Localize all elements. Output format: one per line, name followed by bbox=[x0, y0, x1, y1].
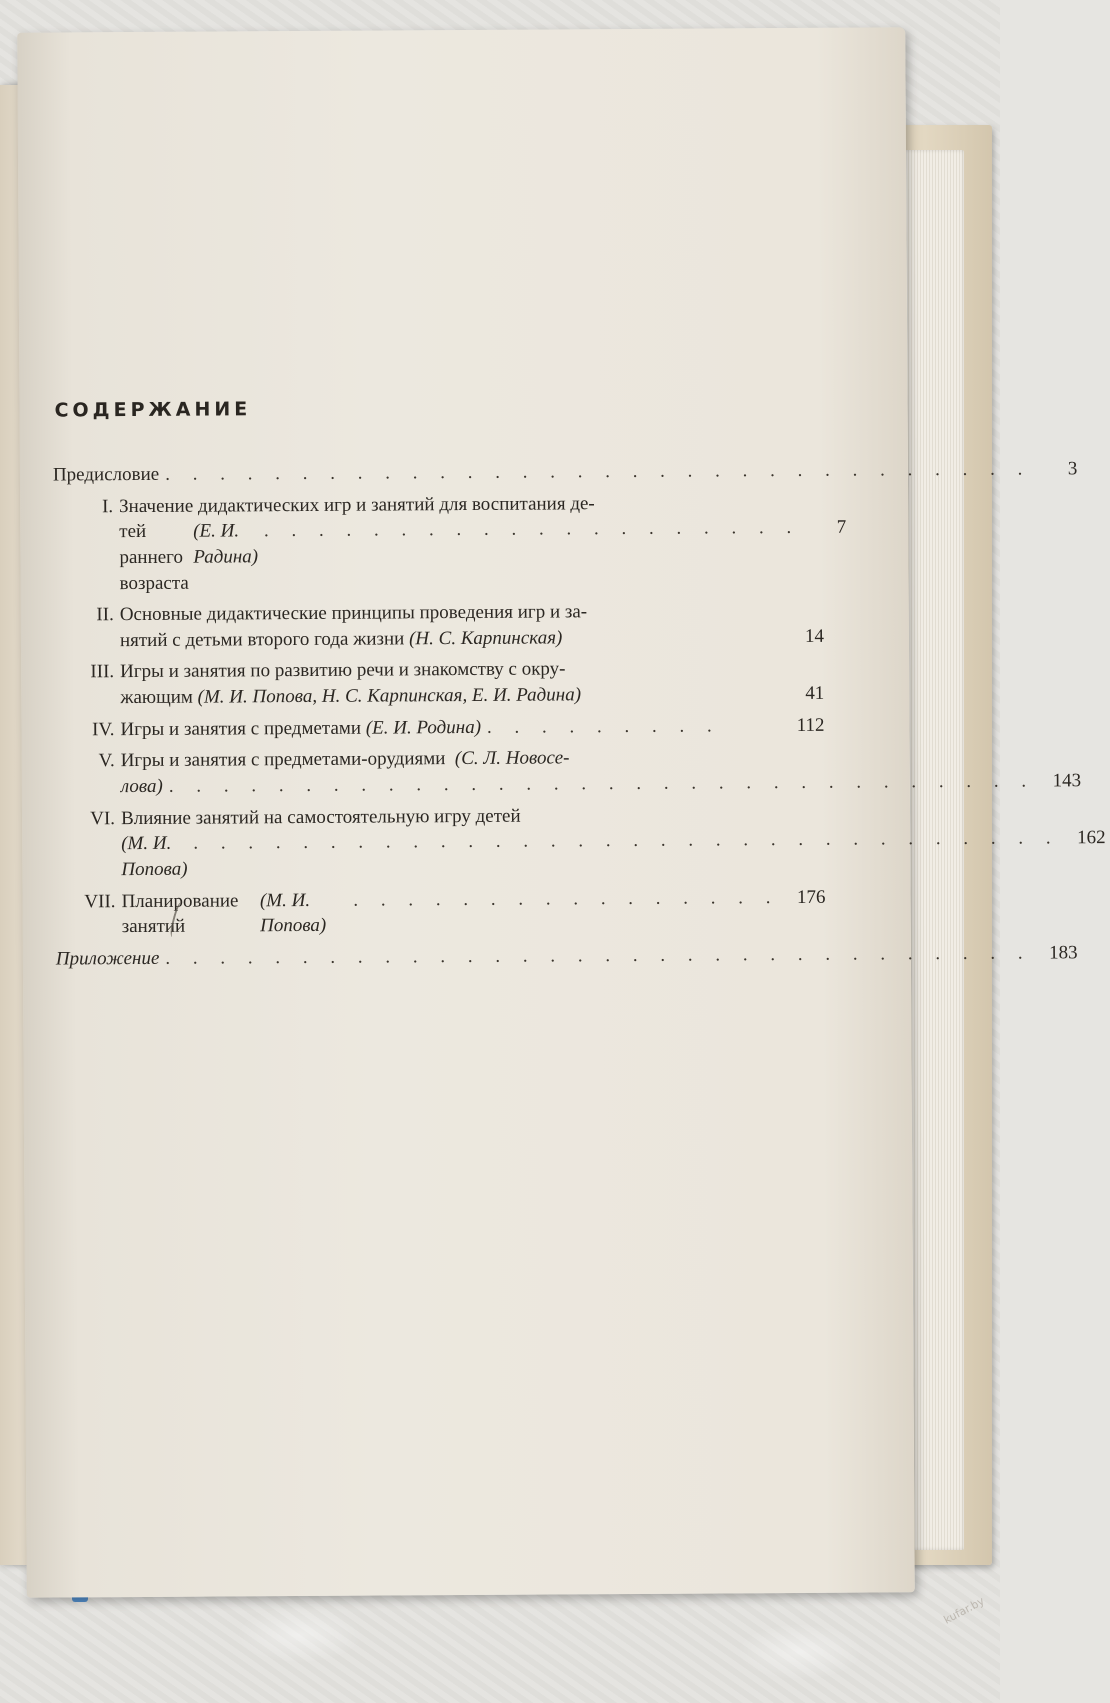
toc-entry-1 bbox=[53, 489, 847, 596]
table-of-contents bbox=[52, 458, 1106, 978]
entry-title-cont: жающим bbox=[120, 686, 193, 709]
entry-number: VII. bbox=[84, 890, 116, 912]
leader-dots: . . . . . . . . . . . . . . . . . . . . bbox=[263, 517, 801, 542]
entry-number: III. bbox=[90, 661, 115, 683]
leader-dots: . . . . . . . . . . . . . . . . . . . . . . . . . . . . . . . . bbox=[168, 770, 1036, 797]
entry-title: Игры и занятия с предметами bbox=[120, 717, 362, 740]
entry-title: Основные дидактические принципы проведения игр и за- bbox=[119, 601, 588, 626]
entry-author: (Н. С. Карпинская) bbox=[408, 627, 563, 650]
toc-entry-appendix bbox=[55, 942, 1078, 972]
entry-title: Влияние занятий на самостоятельную игру детей bbox=[120, 805, 521, 829]
leader-dots: . . . . . . . . . . . . . . . . . . . . . . . . . . . . . . . . bbox=[165, 458, 1032, 485]
entry-author: (М. И. Попова, Н. С. Карпинская, Е. И. Радина) bbox=[197, 684, 582, 708]
entry-author: (Е. И. Радина) bbox=[193, 520, 259, 568]
entry-page-number: 162 bbox=[1077, 827, 1106, 849]
toc-entry-3 bbox=[54, 655, 824, 711]
entry-title-cont: тей раннего возраста bbox=[119, 521, 189, 594]
entry-page-number: 41 bbox=[805, 682, 825, 705]
entry-page-number: 176 bbox=[796, 886, 826, 908]
watermark-text: kufar.by bbox=[941, 1594, 987, 1627]
entry-page-number: 143 bbox=[1052, 770, 1082, 792]
toc-entry-2 bbox=[54, 598, 824, 654]
entry-title: Приложение bbox=[55, 947, 160, 970]
leader-dots: . . . . . . . . . . . . . . . . bbox=[353, 886, 780, 911]
entry-title: Предисловие bbox=[52, 463, 160, 486]
entry-author: (М. И. Попова) bbox=[121, 833, 188, 881]
toc-entry-4 bbox=[54, 713, 824, 743]
entry-number: VI. bbox=[90, 807, 116, 829]
entry-author: (Е. И. Родина) bbox=[365, 716, 482, 739]
entry-number: I. bbox=[101, 495, 114, 517]
leader-dots bbox=[587, 699, 778, 700]
entry-title: Игры и занятия по развитию речи и знакомству с окру- bbox=[120, 658, 566, 683]
toc-heading: СОДЕРЖАНИЕ bbox=[54, 398, 252, 422]
entry-title: Планирование занятий bbox=[121, 890, 239, 938]
entry-page-number: 183 bbox=[1049, 942, 1078, 964]
entry-author-cont: лова) bbox=[120, 775, 163, 798]
leader-dots: . . . . . . . . . . . . . . . . . . . . . . . . . . . . . . . . bbox=[165, 942, 1032, 969]
entry-author: (С. Л. Новосе- bbox=[454, 747, 570, 770]
entry-number: IV. bbox=[92, 718, 115, 741]
entry-author: (М. И. Попова) bbox=[259, 889, 327, 937]
book-page bbox=[17, 27, 1106, 1597]
entry-page-number: 7 bbox=[836, 516, 847, 539]
entry-number: V. bbox=[98, 750, 115, 772]
toc-entry-6 bbox=[55, 801, 1106, 883]
entry-page-number: 14 bbox=[804, 625, 824, 647]
entry-title: Значение дидактических игр и занятий для воспитания де- bbox=[119, 492, 595, 517]
entry-page-number: 3 bbox=[1067, 458, 1078, 480]
entry-number: II. bbox=[96, 604, 114, 626]
entry-page-number: 112 bbox=[796, 714, 825, 736]
toc-entry-preface bbox=[52, 458, 1078, 488]
entry-title: Игры и занятия с предметами-орудиями bbox=[120, 748, 446, 772]
entry-title-cont: нятий с детьми второго года жизни bbox=[119, 628, 405, 651]
leader-dots: . . . . . . . . . bbox=[486, 715, 721, 738]
leader-dots bbox=[568, 642, 778, 643]
toc-entry-5 bbox=[55, 744, 1082, 800]
leader-dots: . . . . . . . . . . . . . . . . . . . . . . . . . . . . . . . . bbox=[193, 827, 1060, 854]
